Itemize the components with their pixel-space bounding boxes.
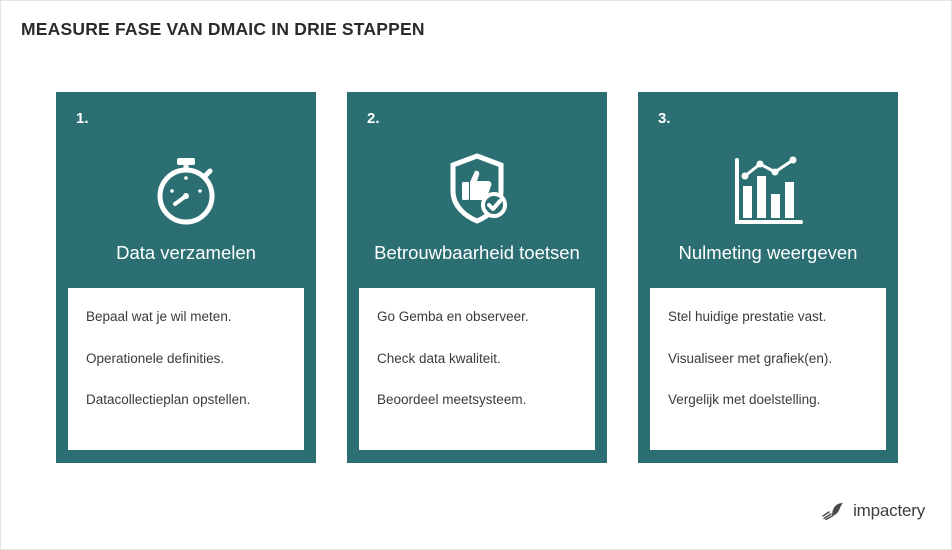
step-bullets-panel <box>650 288 886 450</box>
bullet-item: Operationele definities. <box>86 350 225 366</box>
bar-chart-trend-icon <box>638 136 898 241</box>
bullet-item: Go Gemba en observeer. <box>377 309 529 324</box>
card-list <box>56 92 898 463</box>
step-number: 1. <box>76 110 89 127</box>
page-title: MEASURE FASE VAN DMAIC IN DRIE STAPPEN <box>21 19 425 39</box>
step-number: 3. <box>658 110 671 127</box>
step-heading: Nulmeting weergeven <box>678 242 858 263</box>
impactery-logo-icon <box>822 502 846 520</box>
step-bullets-panel <box>359 288 595 450</box>
bullet-item: Visualiseer met grafiek(en). <box>668 350 833 366</box>
footer-branding <box>822 501 925 521</box>
brand-name: impactery <box>853 501 925 520</box>
bullet-item: Vergelijk met doelstelling. <box>668 392 821 407</box>
step-heading: Data verzamelen <box>116 242 256 263</box>
step-bullets-panel <box>68 288 304 450</box>
bullet-item: Bepaal wat je wil meten. <box>86 309 232 324</box>
bullet-item: Datacollectieplan opstellen. <box>86 392 251 407</box>
bullet-item: Beoordeel meetsysteem. <box>377 392 527 407</box>
step-number: 2. <box>367 110 380 127</box>
step-heading: Betrouwbaarheid toetsen <box>374 242 580 263</box>
stopwatch-icon <box>56 136 316 241</box>
shield-thumbs-up-check-icon <box>347 136 607 241</box>
step-card-2 <box>347 92 607 463</box>
bullet-item: Check data kwaliteit. <box>377 350 501 366</box>
bullet-item: Stel huidige prestatie vast. <box>668 309 827 324</box>
step-card-1 <box>56 92 316 463</box>
step-card-3 <box>638 92 898 463</box>
